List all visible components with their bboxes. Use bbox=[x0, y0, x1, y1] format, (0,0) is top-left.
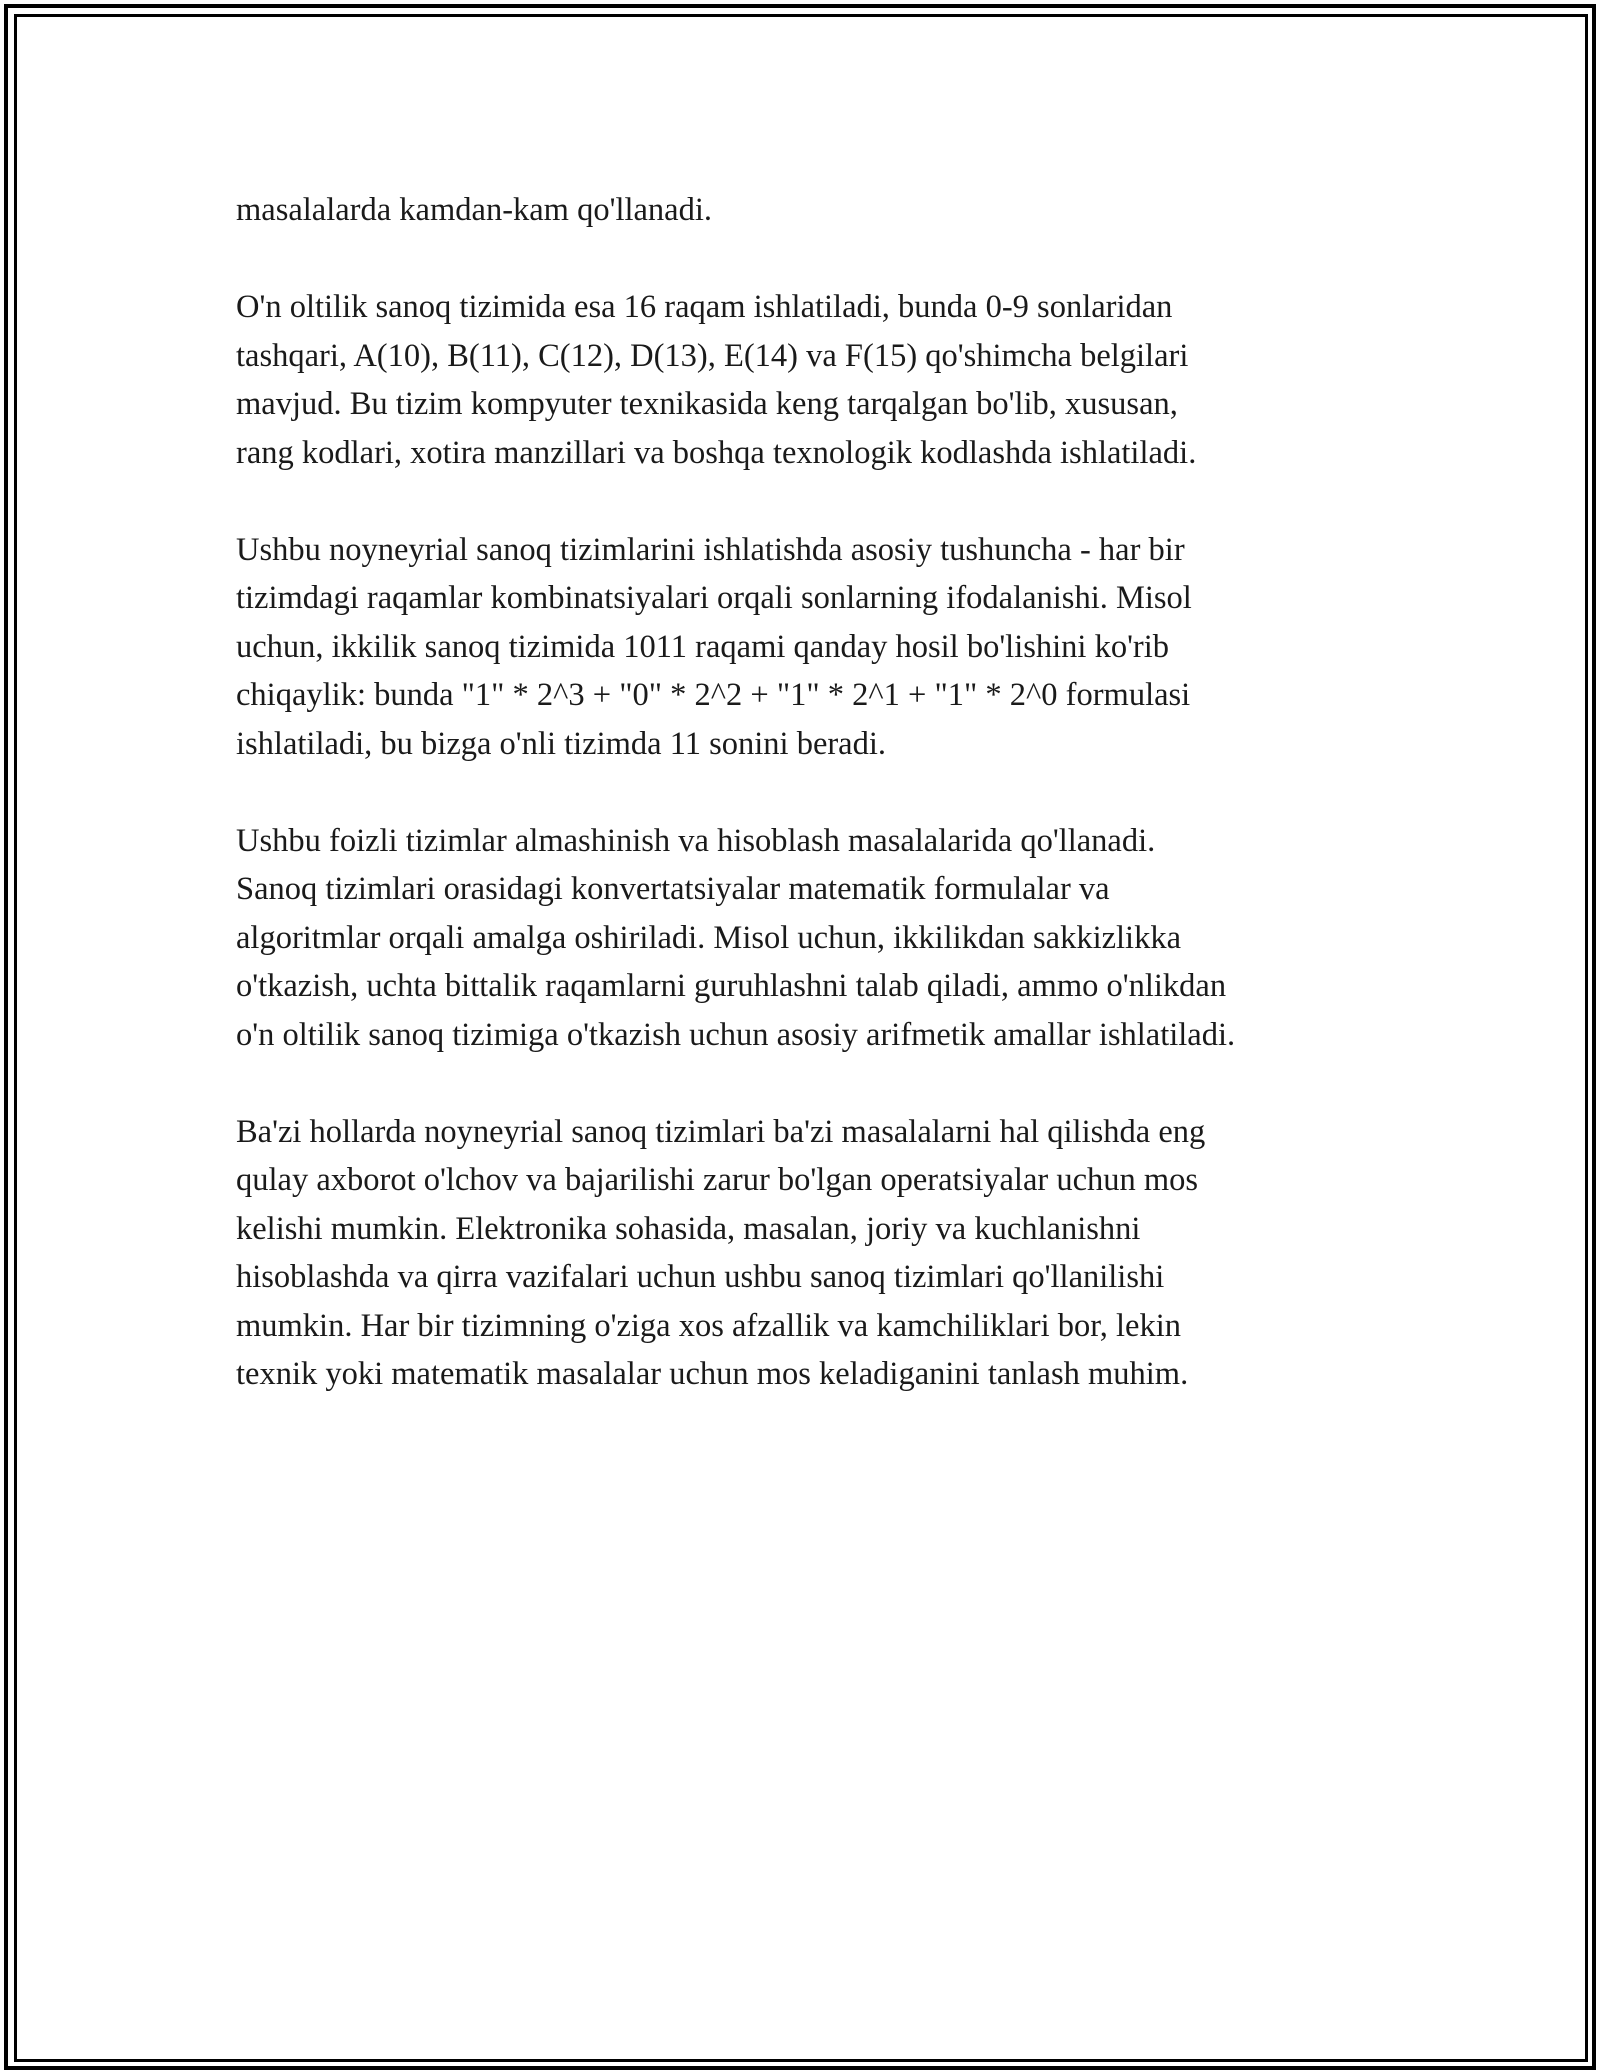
text-line: o'n oltilik sanoq tizimiga o'tkazish uchun asosiy arifmetik amallar ishlatiladi. bbox=[236, 1016, 1236, 1053]
paragraph-4 bbox=[236, 817, 1416, 1060]
text-line: tizimdagi raqamlar kombinatsiyalari orqali sonlarning ifodalanishi. Misol bbox=[236, 580, 1192, 616]
paragraph-2 bbox=[236, 283, 1416, 477]
paragraph-5 bbox=[236, 1108, 1416, 1399]
text-line: uchun, ikkilik sanoq tizimida 1011 raqami qanday hosil bo'lishini ko'rib bbox=[236, 628, 1170, 665]
text-line: o'tkazish, uchta bittalik raqamlarni guruhlashni talab qiladi, ammo o'nlikdan bbox=[236, 968, 1227, 1004]
text-line: tashqari, A(10), B(11), C(12), D(13), E(14) va F(15) qo'shimcha belgilari bbox=[236, 337, 1189, 374]
text-line: Ba'zi hollarda noyneyrial sanoq tizimlari ba'zi masalalarni hal qilishda eng bbox=[236, 1113, 1206, 1150]
text-line: mumkin. Har bir tizimning o'ziga xos afzallik va kamchiliklari bor, lekin bbox=[236, 1307, 1182, 1344]
text-line: hisoblashda va qirra vazifalari uchun ushbu sanoq tizimlari qo'llanilishi bbox=[236, 1259, 1165, 1295]
text-line: Sanoq tizimlari orasidagi konvertatsiyalar matematik formulalar va bbox=[236, 871, 1110, 907]
text-line: Ushbu foizli tizimlar almashinish va hisoblash masalalarida qo'llanadi. bbox=[236, 822, 1156, 859]
text-line: chiqaylik: bunda "1" * 2^3 + "0" * 2^2 + "1" * 2^1 + "1" * 2^0 formulasi bbox=[236, 677, 1191, 713]
text-line: O'n oltilik sanoq tizimida esa 16 raqam ishlatiladi, bunda 0-9 sonlaridan bbox=[236, 289, 1173, 325]
text-line: masalalarda kamdan-kam qo'llanadi. bbox=[236, 192, 713, 228]
text-line: texnik yoki matematik masalalar uchun mos keladiganini tanlash muhim. bbox=[236, 1356, 1189, 1392]
paragraph-1 bbox=[236, 186, 1416, 235]
text-line: Ushbu noyneyrial sanoq tizimlarini ishlatishda asosiy tushuncha - har bir bbox=[236, 531, 1185, 568]
document-body bbox=[236, 186, 1416, 1447]
paragraph-3 bbox=[236, 526, 1416, 769]
text-line: kelishi mumkin. Elektronika sohasida, masalan, joriy va kuchlanishni bbox=[236, 1210, 1141, 1247]
text-line: rang kodlari, xotira manzillari va boshqa texnologik kodlashda ishlatiladi. bbox=[236, 434, 1197, 471]
text-line: mavjud. Bu tizim kompyuter texnikasida keng tarqalgan bo'lib, xususan, bbox=[236, 386, 1178, 422]
text-line: ishlatiladi, bu bizga o'nli tizimda 11 sonini beradi. bbox=[236, 725, 887, 762]
text-line: algoritmlar orqali amalga oshiriladi. Misol uchun, ikkilikdan sakkizlikka bbox=[236, 919, 1182, 956]
text-line: qulay axborot o'lchov va bajarilishi zarur bo'lgan operatsiyalar uchun mos bbox=[236, 1162, 1199, 1198]
